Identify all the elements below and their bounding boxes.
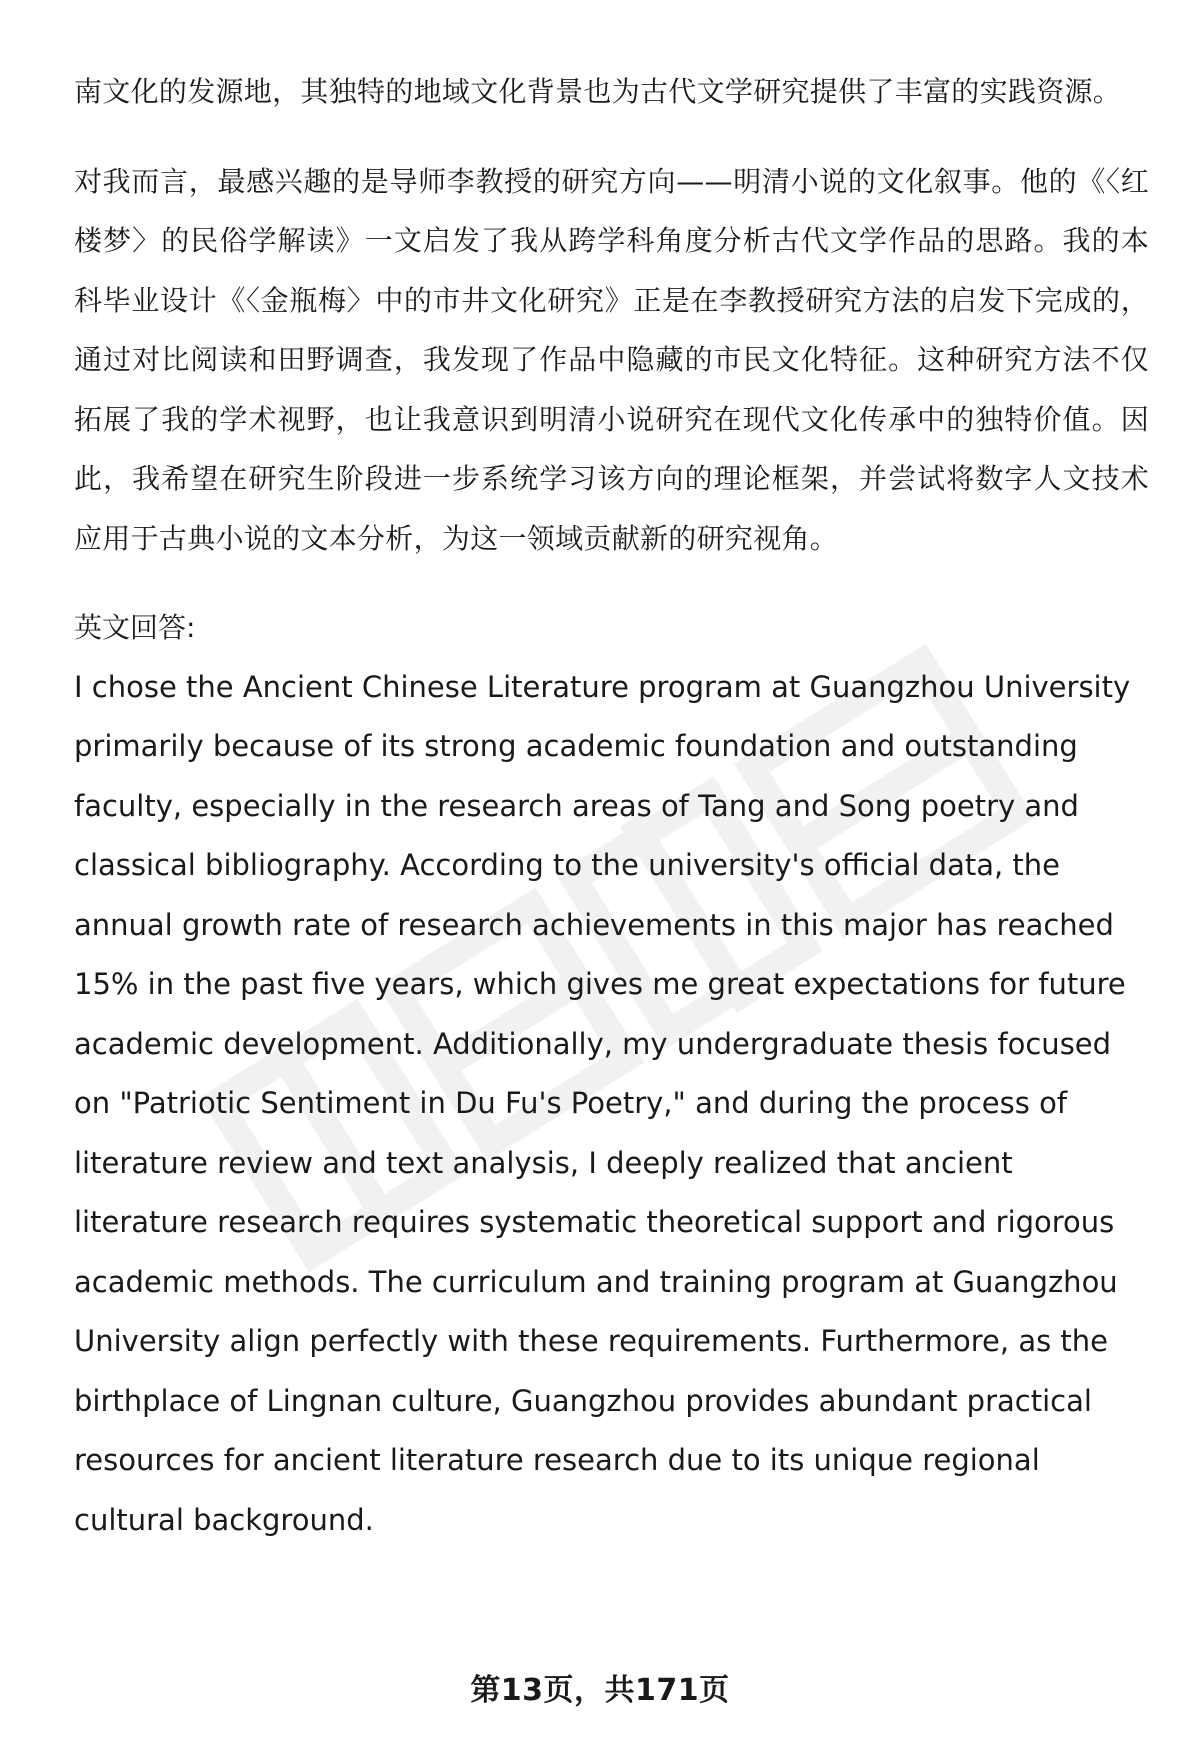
paragraph-continued: 南文化的发源地，其独特的地域文化背景也为古代文学研究提供了丰富的实践资源。 xyxy=(74,75,1122,108)
page-number-footer: 第13页，共171页 xyxy=(470,1673,730,1708)
english-answer-heading: 英文回答: xyxy=(74,611,196,644)
document-body xyxy=(74,62,1149,1550)
paragraph-research-interest: 对我而言，最感兴趣的是导师李教授的研究方向——明清小说的文化叙事。他的《〈红楼梦〉的民俗学解读》一文启发了我从跨学科角度分析古代文学作品的思路。我的本科毕业设计《〈金瓶梅〉中的市井文化研究》正是在李教授研究方法的启发下完成的，通过对比阅读和田野调查，我发现了作品中隐藏的市民文化特征。这种研究方法不仅拓展了我的学术视野，也让我意识到明清小说研究在现代文化传承中的独特价值。因此，我希望在研究生阶段进一步系统学习该方向的理论框架，并尝试将数字人文技术应用于古典小说的文本分析，为这一领域贡献新的研究视角。 xyxy=(74,164,1149,555)
paragraph-spacer xyxy=(74,568,1149,598)
paragraph-spacer xyxy=(74,122,1149,152)
english-answer-paragraph: I chose the Ancient Chinese Literature program at Guangzhou University primarily because of its strong academic foundation and outstanding faculty, especially in the research areas of Tang and Song poetry and classical bibliography. According to the university's official data, the annual growth rate of research achievements in this major has reached 15% in the past five years, which gives me great expectations for future academic development. Additionally, my undergraduate thesis focused on "Patriotic Sentiment in Du Fu's Poetry," and during the process of literature review and text analysis, I deeply realized that ancient literature research requires systematic theoretical support and rigorous academic methods. The curriculum and training program at Guangzhou University align perfectly with these requirements. Furthermore, as the birthplace of Lingnan culture, Guangzhou provides abundant practical resources for ancient literature research due to its unique regional cultural background. xyxy=(74,669,1131,1537)
